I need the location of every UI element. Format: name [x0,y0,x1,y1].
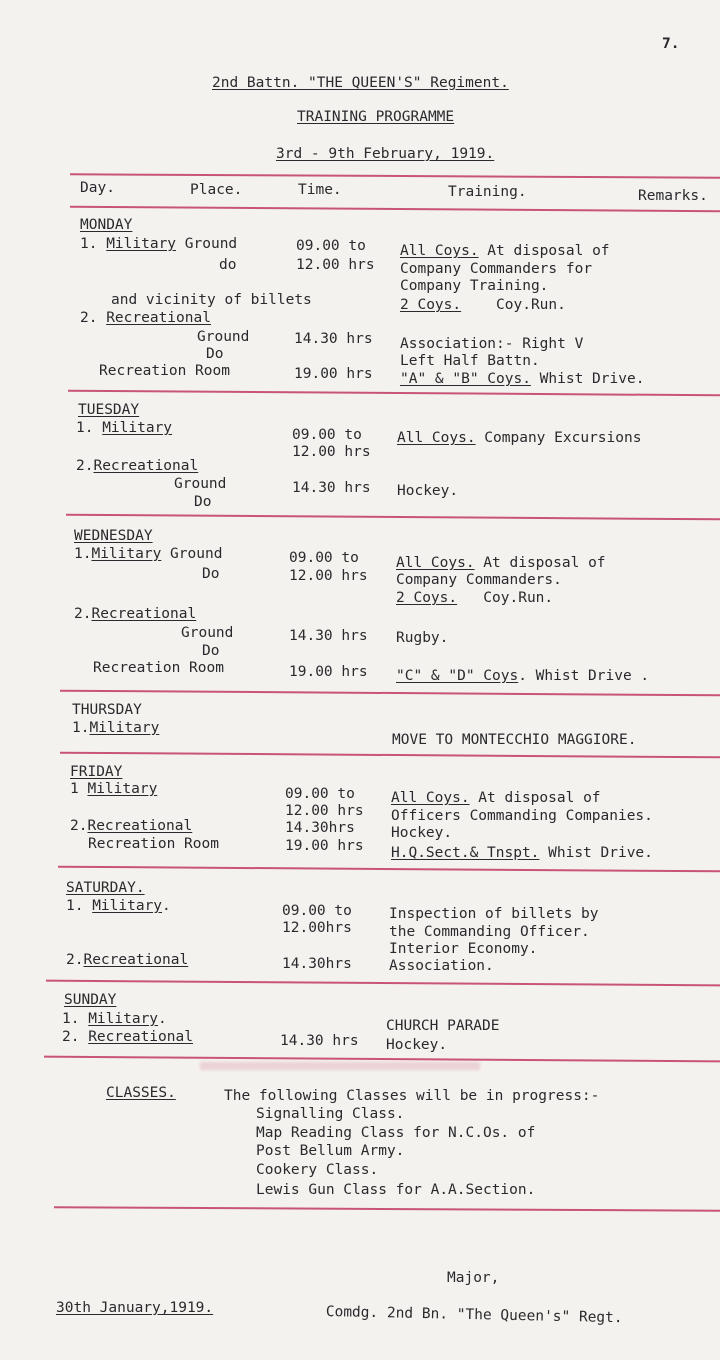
rule-friday [58,866,720,873]
signatory-rank: Major, [447,1270,500,1286]
time: 12.00 hrs [289,568,368,584]
training: Inspection of billets by [389,906,599,922]
time: 14.30 hrs [280,1033,359,1049]
place: Recreation Room [99,363,230,379]
place: 1. Military [76,420,173,436]
place: Ground [181,625,234,641]
classes-intro: The following Classes will be in progress:- [224,1088,600,1104]
time: 19.00 hrs [285,838,364,854]
rule-monday [68,390,720,397]
signature-line: Comdg. 2nd Bn. "The Queen's" Regt. [325,1304,623,1327]
time: 09.00 to [296,238,366,254]
training: "A" & "B" Coys. Whist Drive. [400,371,645,387]
time: 12.00 hrs [296,257,375,273]
training: Hockey. [391,825,453,841]
place: 1 Military [70,781,158,797]
class-item: Map Reading Class for N.C.Os. of [256,1125,536,1141]
column-day: Day. [80,180,115,196]
training: CHURCH PARADE [386,1018,500,1034]
training: Officers Commanding Companies. [391,808,653,824]
battalion-heading: 2nd Battn. "THE QUEEN'S" Regiment. [212,75,509,91]
place: and vicinity of billets [111,292,312,308]
place: Do [202,566,220,582]
rule-header [70,206,720,213]
place: 2.Recreational [76,458,199,474]
place: Recreation Room [93,660,224,676]
time: 14.30 hrs [294,331,373,347]
place: Do [206,346,224,362]
column-place: Place. [190,182,243,198]
rule-classes [54,1206,720,1211]
time: 14.30 hrs [292,480,371,496]
place: 1.Military Ground [74,546,223,562]
class-item: Signalling Class. [256,1106,405,1122]
time: 09.00 to [285,786,355,802]
rule-tuesday [66,514,720,521]
time: 19.00 hrs [289,664,368,680]
training: MOVE TO MONTECCHIO MAGGIORE. [392,732,637,748]
time: 09.00 to [289,550,359,566]
document-title: TRAINING PROGRAMME [297,109,455,125]
training: Association. [389,958,494,974]
day-name: WEDNESDAY [74,528,153,544]
training: Company Commanders for [400,261,593,277]
place: 1. Military. [66,898,171,914]
training: Interior Economy. [389,941,538,957]
place: 1.Military [72,720,160,736]
training: Hockey. [386,1037,448,1053]
training: 2 Coys. Coy.Run. [400,297,566,313]
place: Ground [174,476,227,492]
time: 12.00hrs [282,920,352,936]
rule-thursday [60,752,720,759]
time: 12.00 hrs [285,803,364,819]
issue-date: 30th January,1919. [56,1300,214,1316]
place: 2.Recreational [70,818,193,834]
time: 09.00 to [292,427,362,443]
training: All Coys. Company Excursions [397,430,642,446]
ink-smudge [200,1062,480,1070]
place: do [219,257,237,273]
place: Do [202,643,220,659]
training: All Coys. At disposal of [391,790,601,806]
rule-wednesday [60,690,720,697]
class-item: Lewis Gun Class for A.A.Section. [256,1182,536,1198]
column-remarks: Remarks. [638,188,708,204]
rule-saturday [46,980,720,987]
day-name: MONDAY [80,217,133,233]
place: Recreation Room [88,836,219,852]
training: Hockey. [397,483,459,499]
day-name: SATURDAY. [66,880,145,896]
training: H.Q.Sect.& Tnspt. Whist Drive. [391,845,653,861]
classes-label: CLASSES. [106,1085,176,1101]
date-range: 3rd - 9th February, 1919. [276,146,495,162]
rule-top [70,173,720,178]
place: 2. Recreational [80,310,211,326]
place: 1. Military Ground [80,236,238,252]
time: 19.00 hrs [294,366,373,382]
day-name: FRIDAY [70,764,123,780]
training: All Coys. At disposal of [396,555,606,571]
place: Ground [197,329,250,345]
page-number: 7. [662,36,680,52]
place: 2. Recreational [62,1029,193,1045]
day-name: THURSDAY [72,702,142,718]
class-item: Post Bellum Army. [256,1143,405,1159]
class-item: Cookery Class. [256,1162,379,1178]
time: 14.30 hrs [289,628,368,644]
time: 14.30hrs [282,956,352,972]
place: 2.Recreational [74,606,197,622]
training: All Coys. At disposal of [400,243,610,259]
place: 1. Military. [62,1011,167,1027]
training: the Commanding Officer. [389,924,590,940]
column-time: Time. [298,182,342,198]
training: Company Commanders. [396,572,562,588]
training: Left Half Battn. [400,353,540,369]
day-name: TUESDAY [78,402,140,418]
column-training: Training. [448,184,527,200]
training: 2 Coys. Coy.Run. [396,590,554,606]
time: 09.00 to [282,903,352,919]
place: Do [194,494,212,510]
place: 2.Recreational [66,952,189,968]
time: 14.30hrs [285,820,355,836]
training: Rugby. [396,630,449,646]
day-name: SUNDAY [64,992,117,1008]
time: 12.00 hrs [292,444,371,460]
training: "C" & "D" Coys. Whist Drive . [396,668,650,684]
training: Company Training. [400,278,549,294]
training: Association:- Right V [400,336,584,352]
